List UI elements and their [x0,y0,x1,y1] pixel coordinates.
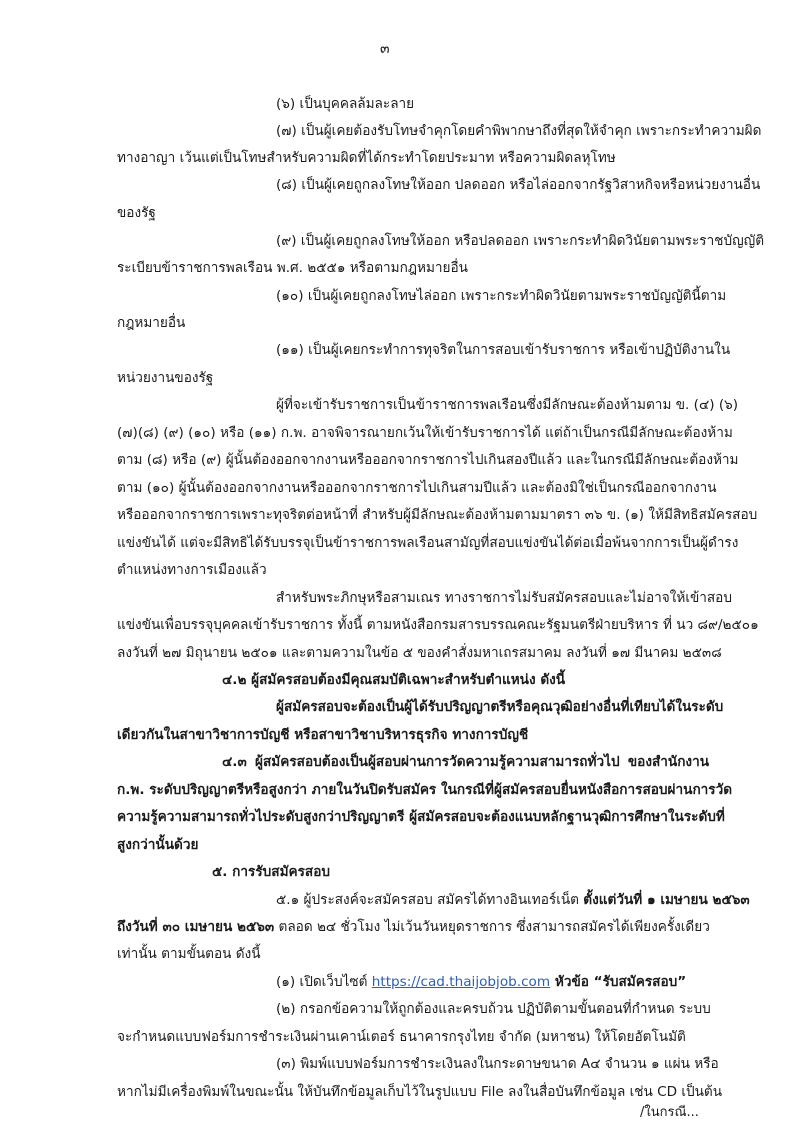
step-1-suffix: หัวข้อ “รับสมัครสอบ” [550,974,687,990]
exception-line-7: ตำแหน่งทางการเมืองแล้ว [117,562,267,578]
step-2-line1: (๒) กรอกข้อความให้ถูกต้องและครบถ้วน ปฏิบัติตามขั้นตอนที่กำหนด ระบบ [276,1001,711,1017]
step-2-line2: จะกำหนดแบบฟอร์มการชำระเงินผ่านเคาน์เตอร์ ธนาคารกรุงไทย จำกัด (มหาชน) ให้โดยอัตโนมัติ [117,1029,686,1045]
section-4-2-line2: เดียวกันในสาขาวิชาการบัญชี หรือสาขาวิชาบริหารธุรกิจ ทางการบัญชี [117,727,529,743]
website-link[interactable]: https://cad.thaijobjob.com [371,974,551,990]
section-5-1-line3: เท่านั้น ตามขั้นตอน ดังนี้ [117,946,261,962]
clause-9-line1: (๙) เป็นผู้เคยถูกลงโทษให้ออก หรือปลดออก เพราะกระทำผิดวินัยตามพระราชบัญญัติ [276,233,765,249]
clause-10-line2: กฎหมายอื่น [117,315,186,331]
exception-line-4: ตาม (๑๐) ผู้นั้นต้องออกจากงานหรือออกจากราชการไปเกินสามปีแล้ว และต้องมิใช่เป็นกรณีออกจากงาน [117,480,717,496]
registration-end-date: ถึงวันที่ ๓๐ เมษายน ๒๕๖๓ [117,919,275,935]
exception-line-6: แข่งขันได้ แต่จะมีสิทธิได้รับบรรจุเป็นข้าราชการพลเรือนสามัญที่สอบแข่งขันได้ต่อเมื่อพ้นจากการเป็นผู้ดำรง [117,535,739,551]
section-4-2-line1: ผู้สมัครสอบจะต้องเป็นผู้ได้รับปริญญาตรีหรือคุณวุฒิอย่างอื่นที่เทียบได้ในระดับ [276,699,724,715]
section-4-3-line3: ความรู้ความสามารถทั่วไประดับสูงกว่าปริญญาตรี ผู้สมัครสอบจะต้องแนบหลักฐานวุฒิการศึกษาในระดับที่ [117,809,725,825]
section-5-1-hours: ตลอด ๒๔ ชั่วโมง ไม่เว้นวันหยุดราชการ ซึ่งสามารถสมัครได้เพียงครั้งเดียว [274,919,710,935]
clause-9-line2: ระเบียบข้าราชการพลเรือน พ.ศ. ๒๕๕๑ หรือตามกฎหมายอื่น [117,260,468,276]
section-5-1-line1 [276,891,750,910]
page-number: ๓ [380,41,390,57]
section-4-3-line1: ๔.๓ ผู้สมัครสอบต้องเป็นผู้สอบผ่านการวัดความรู้ความสามารถทั่วไป ของสำนักงาน [222,754,709,770]
step-3-line2: หากไม่มีเครื่องพิมพ์ในขณะนั้น ให้บันทึกข้อมูลเก็บไว้ในรูปแบบ File ลงในสื่อบันทึกข้อมูล เช่น CD เป็นต้น [117,1084,723,1100]
clause-6: (๖) เป็นบุคคลล้มละลาย [276,96,415,112]
exception-line-5: หรือออกจากราชการเพราะทุจริตต่อหน้าที่ สำหรับผู้มีลักษณะต้องห้ามตามมาตรา ๓๖ ข. (๑) ให้มีสิทธิสมัครสอบ [117,507,758,523]
monk-line-1: สำหรับพระภิกษุหรือสามเณร ทางราชการไม่รับสมัครสอบและไม่อาจให้เข้าสอบ [276,590,732,606]
exception-line-2: (๗)(๘) (๙) (๑๐) หรือ (๑๑) ก.พ. อาจพิจารณายกเว้นให้เข้ารับราชการได้ แต่ถ้าเป็นกรณีมีลักษณะต้องห้าม [117,425,733,441]
step-1 [276,973,686,992]
monk-line-3: ลงวันที่ ๒๗ มิถุนายน ๒๕๐๑ และตามความในข้อ ๕ ของคำสั่งมหาเถรสมาคม ลงวันที่ ๑๗ มีนาคม ๒๕๓๘ [117,645,722,661]
section-4-3-line4: สูงกว่านั้นด้วย [117,837,199,853]
continuation-note: /ในกรณี... [640,1105,699,1120]
section-5-heading: ๕. การรับสมัครสอบ [212,864,331,880]
exception-line-3: ตาม (๘) หรือ (๙) ผู้นั้นต้องออกจากงานหรือออกจากราชการไปเกินสองปีแล้ว และในกรณีมีลักษณะต้องห้าม [117,452,739,468]
section-5-1-line2 [117,918,709,937]
clause-7-line1: (๗) เป็นผู้เคยต้องรับโทษจำคุกโดยคำพิพากษาถึงที่สุดให้จำคุก เพราะกระทำความผิด [276,123,762,139]
clause-11-line2: หน่วยงานของรัฐ [117,370,214,386]
section-4-3-line2: ก.พ. ระดับปริญญาตรีหรือสูงกว่า ภายในวันปิดรับสมัคร ในกรณีที่ผู้สมัครสอบยื่นหนังสือการสอบผ่านการวัด [117,782,733,798]
step-3-line1: (๓) พิมพ์แบบฟอร์มการชำระเงินลงในกระดาษขนาด A๔ จำนวน ๑ แผ่น หรือ [276,1056,719,1072]
exception-line-1: ผู้ที่จะเข้ารับราชการเป็นข้าราชการพลเรือนซึ่งมีลักษณะต้องห้ามตาม ข. (๔) (๖) [276,397,739,413]
monk-line-2: แข่งขันเพื่อบรรจุบุคคลเข้ารับราชการ ทั้งนี้ ตามหนังสือกรมสารบรรณคณะรัฐมนตรีฝ่ายบริหาร ที่ นว ๘๙/๒๕๐๑ [117,617,759,633]
section-4-2-heading: ๔.๒ ผู้สมัครสอบต้องมีคุณสมบัติเฉพาะสำหรับตำแหน่ง ดังนี้ [222,672,566,688]
clause-10-line1: (๑๐) เป็นผู้เคยถูกลงโทษไล่ออก เพราะกระทำผิดวินัยตามพระราชบัญญัตินี้ตาม [276,288,727,304]
clause-11-line1: (๑๑) เป็นผู้เคยกระทำการทุจริตในการสอบเข้ารับราชการ หรือเข้าปฏิบัติงานใน [276,342,731,358]
step-1-prefix: (๑) เปิดเว็บไซต์ [276,974,372,990]
registration-start-date: ตั้งแต่วันที่ ๑ เมษายน ๒๕๖๓ [583,892,750,908]
clause-8-line1: (๘) เป็นผู้เคยถูกลงโทษให้ออก ปลดออก หรือไล่ออกจากรัฐวิสาหกิจหรือหน่วยงานอื่น [276,177,761,193]
section-5-1-text: ๕.๑ ผู้ประสงค์จะสมัครสอบ สมัครได้ทางอินเทอร์เน็ต [276,892,584,908]
clause-8-line2: ของรัฐ [117,205,156,221]
clause-7-line2: ทางอาญา เว้นแต่เป็นโทษสำหรับความผิดที่ได้กระทำโดยประมาท หรือความผิดลหุโทษ [117,150,616,166]
